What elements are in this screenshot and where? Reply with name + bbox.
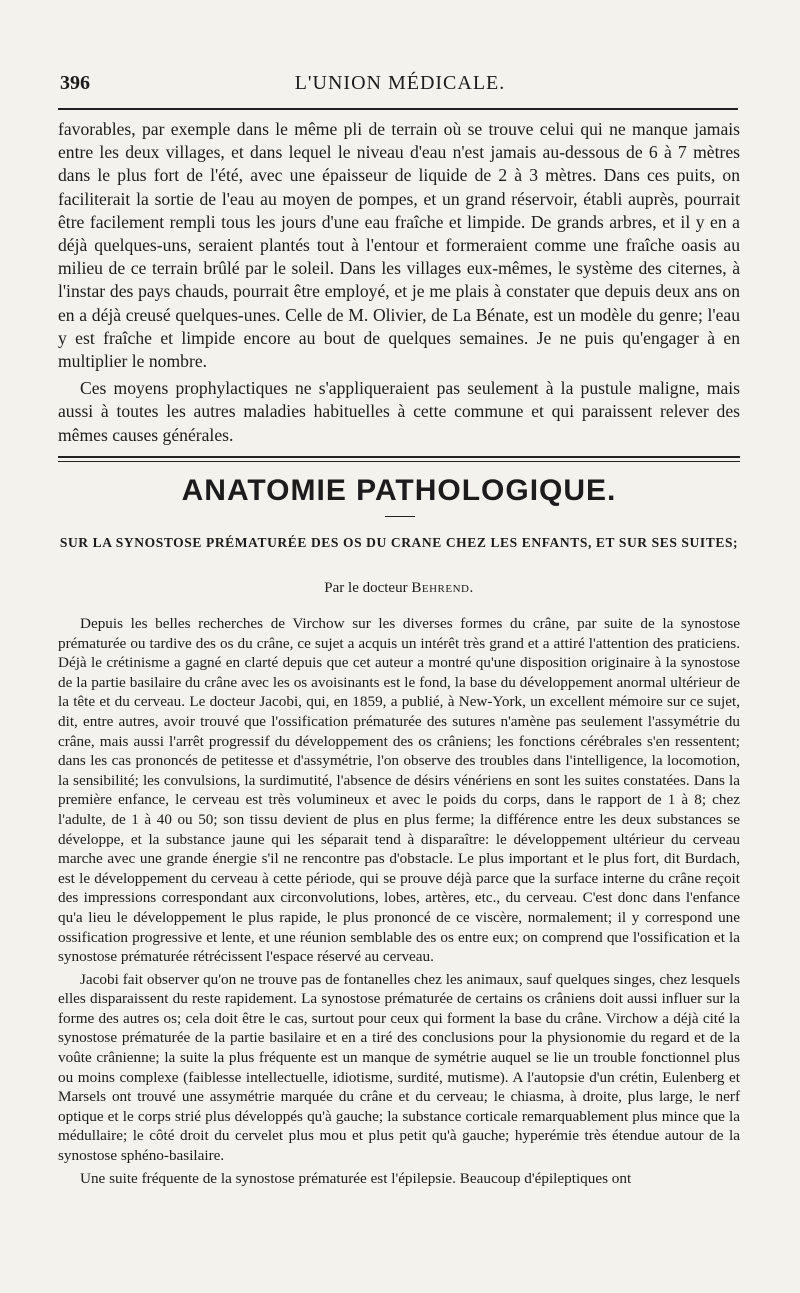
author-name: Behrend. <box>411 580 474 596</box>
title-divider <box>385 516 415 517</box>
top-paragraph: Ces moyens prophylactiques ne s'appliqueraient pas seulement à la pustule maligne, mais aussi à toutes les autres maladies habituelles à cette commune et qui paraissent relever des mêmes causes générales. <box>58 378 740 445</box>
section-rule <box>58 461 740 462</box>
section-title: ANATOMIE PATHOLOGIQUE. <box>181 474 617 507</box>
byline <box>58 580 740 597</box>
section-rule <box>58 456 740 458</box>
top-paragraph: favorables, par exemple dans le même pli de terrain où se trouve celui qui ne manque jamais entre les deux villages, et dans lequel le niveau d'eau n'est jamais au-dessous de 6 à 7 mètres dans le plus fort de l'été, avec une épaisseur de liquide de 2 à 3 mètres. Dans ces puits, on faciliterait la sortie de l'eau au moyen de pompes, et un grand réservoir, établi auprès, pourrait être facilement rempli tous les jours d'une eau fraîche et limpide. De grands arbres, et il y en a déjà quelques-uns, seraient plantés tout à l'entour et formeraient comme une fraîche oasis au milieu de ce terrain brûlé par le soleil. Dans les villages eux-mêmes, le système des citernes, à l'instar des pays chauds, pourrait être employé, et je me plais à constater que depuis deux ans on en a déjà creusé quelques-unes. Celle de M. Olivier, de La Bénate, est un modèle du genre; l'eau y est fraîche et limpide encore au bout de quelques semaines. Je ne puis qu'engager à en multiplier le nombre. <box>58 119 740 372</box>
article-paragraph: Une suite fréquente de la synostose prématurée est l'épilepsie. Beaucoup d'épileptiques ont <box>80 1169 632 1187</box>
article-body <box>58 614 740 1188</box>
article-paragraph: Jacobi fait observer qu'on ne trouve pas de fontanelles chez les animaux, sauf quelques singes, chez lesquels elles disparaissent du reste rapidement. La synostose prématurée de certains os crâniens doit aussi influer sur la forme des autres os; cela doit être le cas, surtout pour ceux qui forment la base du crâne. Virchow a déjà cité la synostose prématurée de la partie basilaire et en a tiré des conclusions pour la physionomie du regard et de la voûte crânienne; la suite la plus fréquente est un manque de symétrie auquel se lie un trouble fonctionnel plus ou moins complexe (faiblesse intellectuelle, idiotisme, surdité, mutisme). A l'autopsie d'un crétin, Eulenberg et Marsels ont trouvé une assymétrie marquée du crâne et du cerveau; le chiasma, à droite, plus large, le nerf optique et le corps strié plus développés qu'à gauche; la substance corticale remarquablement plus mince que la médullaire; le côté droit du cervelet plus mou et plus petit qu'à gauche; hyperémie très étendue autour de la synostose sphéno-basilaire. <box>58 970 740 1165</box>
page-header <box>60 72 740 98</box>
article-paragraph: Depuis les belles recherches de Virchow sur les diverses formes du crâne, par suite de la synostose prématurée ou tardive des os du crâne, ce sujet a acquis un intérêt très grand et a attiré l'attention des praticiens. Déjà le crétinisme a gagné en clarté depuis que cet auteur a montré qu'une disposition originaire à la synostose de la partie basilaire du crâne avec les os avoisinants est le fond, la base du développement anormal ultérieur de la tête et du cerveau. Le docteur Jacobi, qui, en 1859, a publié, à New-York, un excellent mémoire sur ce sujet, dit, entre autres, avoir trouvé que l'ossification prématurée des sutures n'amène pas seulement l'assymétrie du crâne, mais aussi l'arrêt progressif du développement des os crâniens; les fonctions cérébrales s'en ressentent; dans les cas prononcés de petitesse et d'assymétrie, l'on observe des troubles dans l'intelligence, la locomotion, la sensibilité; les convulsions, la surdimutité, l'absence de désirs vénériens en sont les suites constatées. Dans la première enfance, le cerveau est très volumineux et avec le poids du corps, dans le rapport de 1 à 8; chez l'adulte, de 1 à 40 ou 50; son tissu devient de plus en plus ferme; la différence entre les deux substances se développe, et la substance jaune qui les séparait tend à disparaître: le développement ultérieur du cerveau marche avec une grande énergie s'il ne rencontre pas d'obstacle. Le plus important et le plus fort, dit Burdach, est le développement du cerveau à cette période, qui se prouve déjà parce que la surface interne du crâne reçoit des impressions correspondant aux circonvolutions, lobes, artères, etc., du cerveau. C'est donc dans l'enfance qu'a lieu le développement le plus rapide, le plus prononcé de ce viscère, normalement; il y correspond une ossification progressive et lente, et une réunion semblable des os entre eux; on comprend que l'ossification et la synostose prématurée rétrécissent l'espace réservé au cerveau. <box>58 615 740 966</box>
article-title: SUR LA SYNOSTOSE PRÉMATURÉE DES OS DU CRANE CHEZ LES ENFANTS, ET SUR SES SUITES; <box>59 535 739 550</box>
running-title: L'UNION MÉDICALE. <box>294 72 506 94</box>
header-rule <box>58 108 738 110</box>
byline-prefix: Par le docteur <box>324 580 408 596</box>
page-number: 396 <box>60 72 90 94</box>
top-text <box>58 118 740 447</box>
